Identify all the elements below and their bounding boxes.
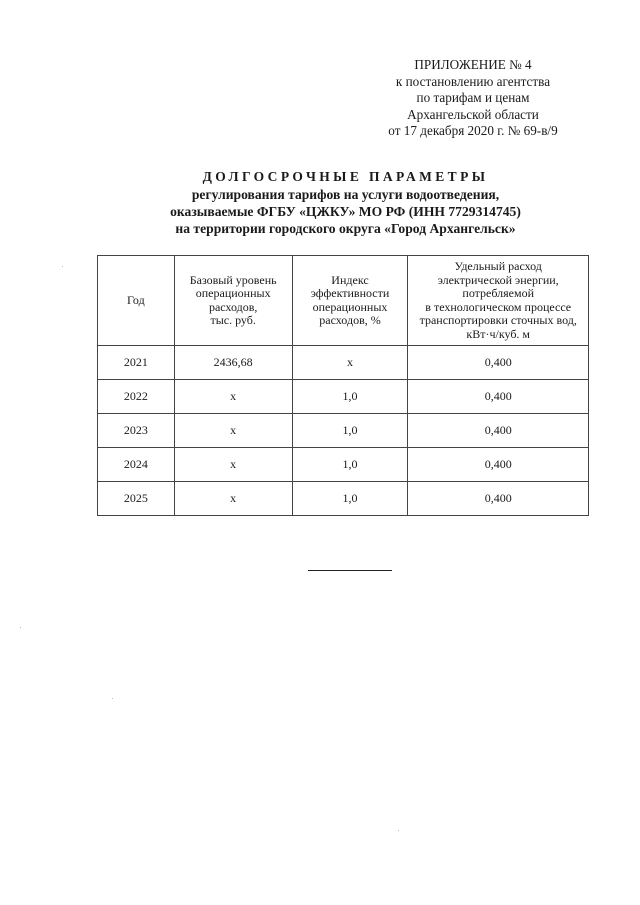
cell-year: 2023 <box>98 414 175 448</box>
header-base-expenses <box>174 256 292 346</box>
cell-year: 2025 <box>98 482 175 516</box>
header-line: тыс. руб. <box>210 313 256 327</box>
header-line: расходов, % <box>319 313 381 327</box>
appendix-resolution-line: к постановлению агентства <box>395 73 551 89</box>
header-line: потребляемой <box>462 286 535 300</box>
appendix-region-line: Архангельской области <box>407 106 539 122</box>
appendix-agency-line: по тарифам и ценам <box>416 90 530 105</box>
cell-efficiency-index: 1,0 <box>292 448 408 482</box>
cell-year: 2021 <box>98 346 175 380</box>
cell-efficiency-index: 1,0 <box>292 414 408 448</box>
cell-efficiency-index: 1,0 <box>292 482 408 516</box>
header-year <box>98 256 175 346</box>
cell-energy-consumption: 0,400 <box>408 482 589 516</box>
header-year-label: Год <box>127 292 145 307</box>
header-efficiency-index <box>292 256 408 346</box>
parameters-table <box>97 255 589 516</box>
header-line: эффективности <box>310 286 390 300</box>
scan-speck <box>20 627 21 628</box>
scan-speck <box>398 830 399 831</box>
cell-energy-consumption: 0,400 <box>408 414 589 448</box>
table-row <box>98 380 589 414</box>
appendix-date-line: от 17 декабря 2020 г. № 69-в/9 <box>388 123 558 138</box>
header-line: операционных <box>312 299 388 314</box>
header-line: Удельный расход <box>454 259 542 273</box>
cell-energy-consumption: 0,400 <box>408 380 589 414</box>
title-line-1: регулирования тарифов на услуги водоотведения, <box>191 187 500 202</box>
closing-rule <box>308 570 392 571</box>
header-line: транспортировки сточных вод, <box>419 313 577 327</box>
header-energy-consumption <box>408 256 589 346</box>
title-line-3: на территории городского округа «Город Архангельск» <box>175 221 516 236</box>
cell-energy-consumption: 0,400 <box>408 346 589 380</box>
cell-base-expenses: х <box>174 448 292 482</box>
cell-efficiency-index: х <box>292 346 408 380</box>
document-title <box>0 168 640 237</box>
header-line: Базовый уровень <box>189 272 277 287</box>
cell-efficiency-index: 1,0 <box>292 380 408 414</box>
header-line: в технологическом процессе <box>425 299 572 314</box>
table-header-row <box>98 256 589 346</box>
header-line: операционных <box>195 286 271 300</box>
table-row <box>98 346 589 380</box>
header-line: кВт·ч/куб. м <box>466 326 531 341</box>
header-line: расходов, <box>208 299 258 314</box>
cell-energy-consumption: 0,400 <box>408 448 589 482</box>
cell-base-expenses: х <box>174 414 292 448</box>
scan-speck <box>62 266 63 267</box>
title-line-2: оказываемые ФГБУ «ЦЖКУ» МО РФ (ИНН 7729314745) <box>170 204 521 219</box>
table-row <box>98 414 589 448</box>
cell-base-expenses: 2436,68 <box>174 346 292 380</box>
table-row <box>98 448 589 482</box>
title-main: ДОЛГОСРОЧНЫЕ ПАРАМЕТРЫ <box>202 169 489 184</box>
appendix-reference <box>353 57 593 140</box>
cell-base-expenses: х <box>174 482 292 516</box>
cell-year: 2022 <box>98 380 175 414</box>
table-row <box>98 482 589 516</box>
appendix-number: ПРИЛОЖЕНИЕ № 4 <box>414 57 532 72</box>
cell-base-expenses: х <box>174 380 292 414</box>
scan-speck <box>112 698 113 699</box>
cell-year: 2024 <box>98 448 175 482</box>
header-line: Индекс <box>331 272 369 287</box>
header-line: электрической энергии, <box>437 272 559 287</box>
